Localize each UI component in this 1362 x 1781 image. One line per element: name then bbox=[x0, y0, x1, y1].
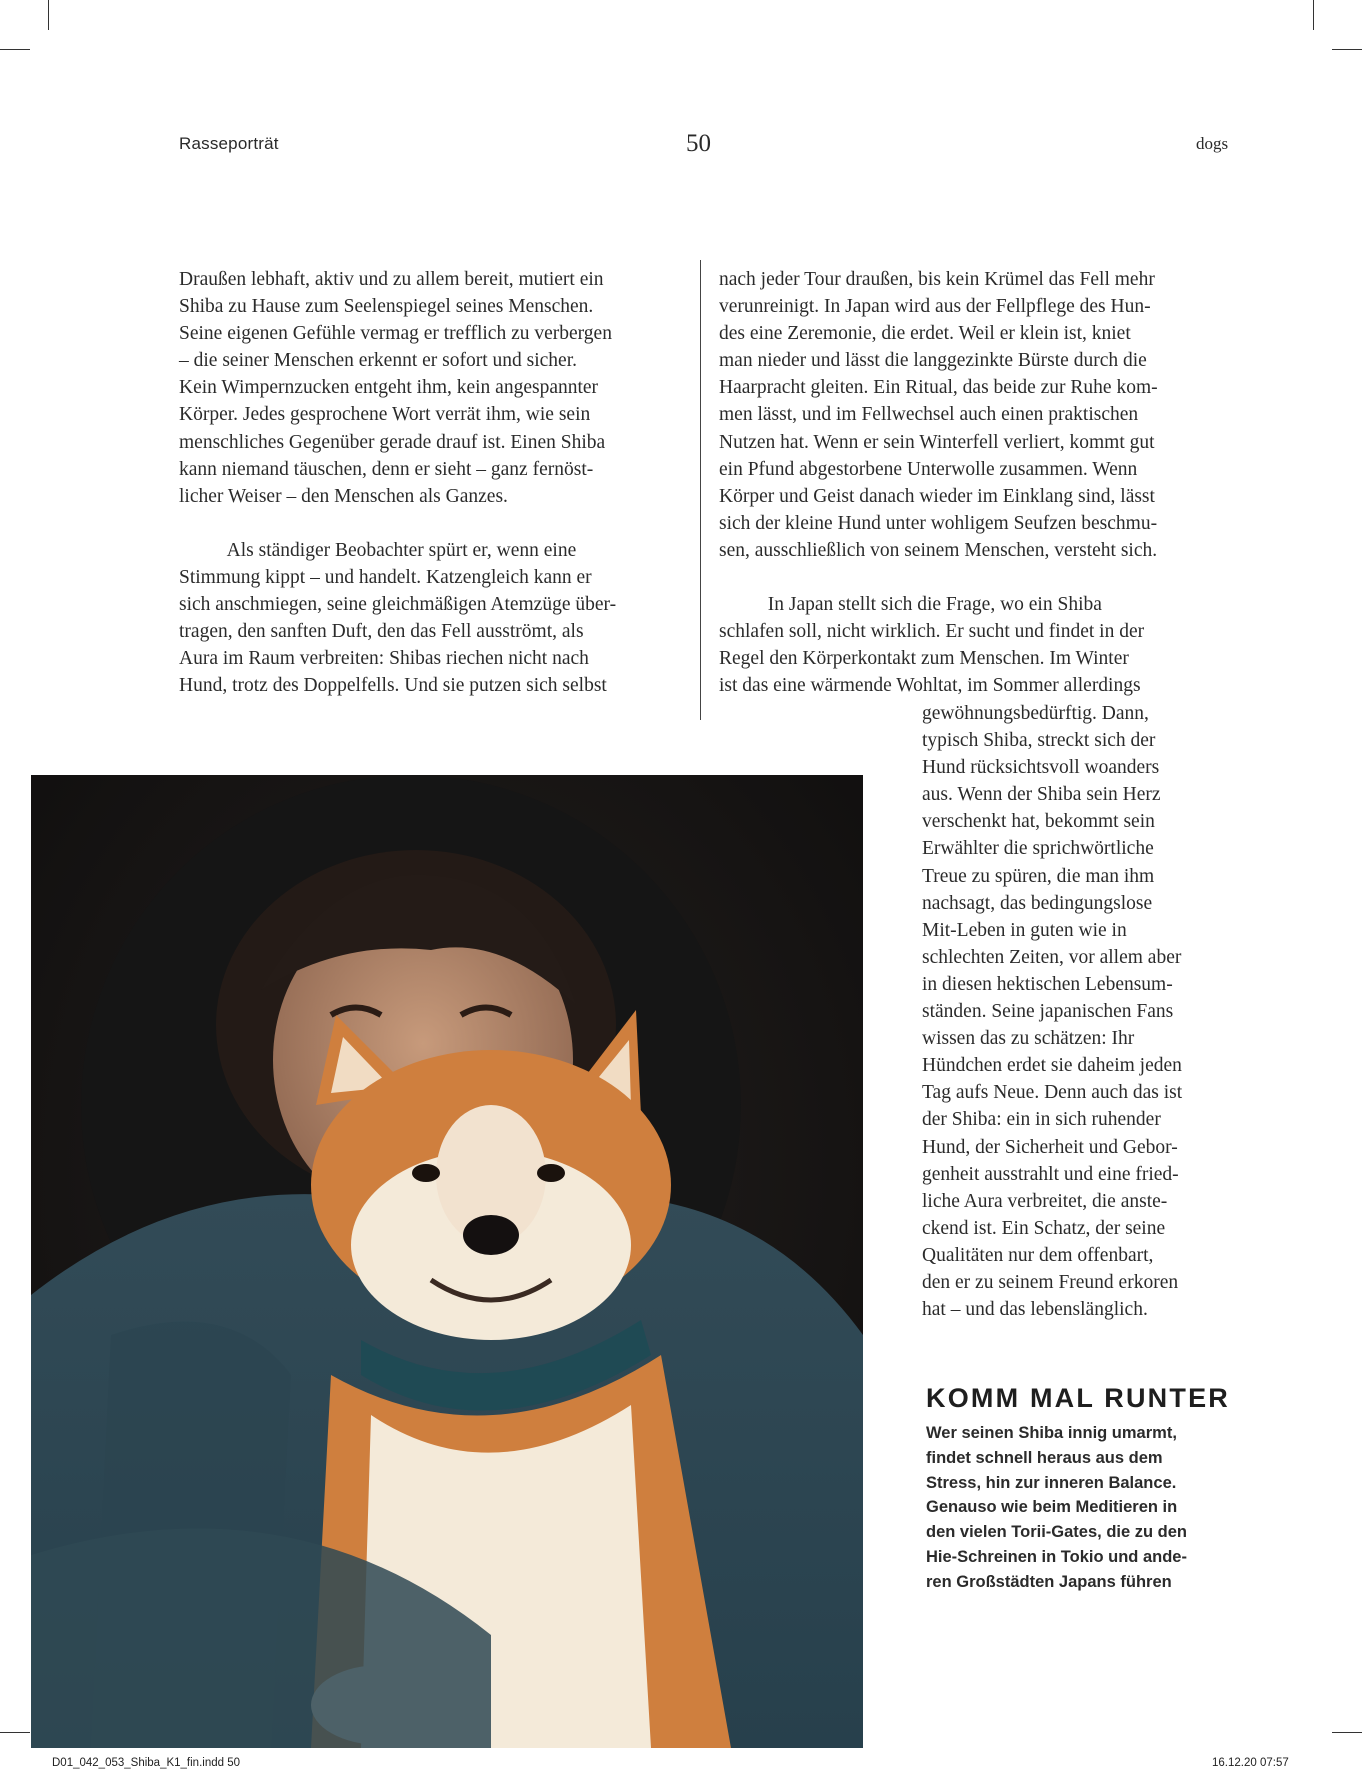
text-line: Stimmung kippt – und handelt. Katzengleich kann er bbox=[179, 567, 592, 589]
box-text-line: Wer seinen Shiba innig umarmt, bbox=[926, 1424, 1177, 1442]
text-line: des eine Zeremonie, die erdet. Weil er klein ist, kniet bbox=[719, 323, 1131, 345]
text-line: licher Weiser – den Menschen als Ganzes. bbox=[179, 485, 508, 507]
box-title: KOMM MAL RUNTER bbox=[926, 1383, 1230, 1413]
shiba-photo bbox=[31, 775, 863, 1748]
text-line: ständen. Seine japanischen Fans bbox=[922, 1001, 1174, 1023]
text-line: ist das eine wärmende Wohltat, im Sommer allerdings bbox=[719, 675, 1141, 697]
text-line: sich der kleine Hund unter wohligem Seufzen beschmu- bbox=[719, 512, 1158, 534]
text-line: Treue zu spüren, die man ihm bbox=[922, 865, 1155, 887]
text-line: Mit-Leben in guten wie in bbox=[922, 919, 1127, 941]
text-line: Draußen lebhaft, aktiv und zu allem bereit, mutiert ein bbox=[179, 269, 604, 290]
text-line: gewöhnungsbedürftig. Dann, bbox=[922, 703, 1149, 724]
text-line: ein Pfund abgestorbene Unterwolle zusammen. Wenn bbox=[719, 458, 1138, 480]
text-line: Hund, trotz des Doppelfells. Und sie putzen sich selbst bbox=[179, 675, 607, 697]
text-line: sen, ausschließlich von seinem Menschen, versteht sich. bbox=[719, 539, 1158, 561]
text-line: Körper. Jedes gesprochene Wort verrät ihm, wie sein bbox=[179, 404, 591, 426]
text-line: der Shiba: ein in sich ruhender bbox=[922, 1109, 1161, 1131]
crop-mark-top-left-h bbox=[0, 49, 30, 50]
text-line: Nutzen hat. Wenn er sein Winterfell verliert, kommt gut bbox=[719, 431, 1155, 453]
text-line: man nieder und lässt die langgezinkte Bürste durch die bbox=[719, 350, 1147, 372]
text-line: Shiba zu Hause zum Seelenspiegel seines Menschen. bbox=[179, 296, 594, 318]
text-line: Erwählter die sprichwörtliche bbox=[922, 838, 1154, 860]
text-line: genheit ausstrahlt und eine fried- bbox=[922, 1163, 1179, 1185]
text-line: den er zu seinem Freund erkoren bbox=[922, 1271, 1179, 1293]
text-line: Tag aufs Neue. Denn auch das ist bbox=[922, 1082, 1183, 1104]
text-line: wissen das zu schätzen: Ihr bbox=[922, 1028, 1135, 1050]
box-text-line: Genauso wie beim Meditieren in bbox=[926, 1498, 1178, 1517]
text-line: Qualitäten nur dem offenbart, bbox=[922, 1244, 1154, 1266]
text-line: tragen, den sanften Duft, den das Fell ausströmt, als bbox=[179, 621, 584, 643]
text-line: sich anschmiegen, seine gleichmäßigen Atemzüge über- bbox=[179, 594, 617, 616]
crop-mark-bottom-right-h bbox=[1332, 1732, 1362, 1733]
footer-file-slug: D01_042_053_Shiba_K1_fin.indd 50 bbox=[52, 1757, 240, 1769]
crop-mark-bottom-left-h bbox=[0, 1732, 30, 1733]
text-line: Haarpracht gleiten. Ein Ritual, das beide zur Ruhe kom- bbox=[719, 377, 1158, 399]
text-line: nachsagt, das bedingungslose bbox=[922, 892, 1153, 914]
article-column-2 bbox=[719, 266, 1158, 700]
text-line: menschliches Gegenüber gerade drauf ist. Einen Shiba bbox=[179, 431, 606, 453]
text-line: nach jeder Tour draußen, bis kein Krümel das Fell mehr bbox=[719, 269, 1155, 290]
crop-mark-top-left-v bbox=[48, 0, 49, 30]
box-text bbox=[926, 1421, 1187, 1595]
text-line: aus. Wenn der Shiba sein Herz bbox=[922, 784, 1161, 806]
text-line: in diesen hektischen Lebensum- bbox=[922, 973, 1173, 995]
text-line: Regel den Körperkontakt zum Menschen. Im Winter bbox=[719, 648, 1129, 670]
text-line: Hund, der Sicherheit und Gebor- bbox=[922, 1136, 1178, 1158]
text-line: Aura im Raum verbreiten: Shibas riechen nicht nach bbox=[179, 648, 589, 670]
section-label: Rasseporträt bbox=[179, 134, 279, 153]
text-line: kann niemand täuschen, denn er sieht – ganz fernöst- bbox=[179, 458, 594, 480]
text-line: liche Aura verbreitet, die anste- bbox=[922, 1190, 1168, 1212]
text-line: schlafen soll, nicht wirklich. Er sucht und findet in der bbox=[719, 621, 1145, 643]
box-text-line: Stress, hin zur inneren Balance. bbox=[926, 1473, 1177, 1492]
text-line: men lässt, und im Fellwechsel auch einen praktischen bbox=[719, 404, 1139, 426]
shiba-photo-illustration bbox=[31, 775, 863, 1748]
text-line: typisch Shiba, streckt sich der bbox=[922, 730, 1156, 752]
text-line: schlechten Zeiten, vor allem aber bbox=[922, 946, 1182, 968]
box-text-line: Hie-Schreinen in Tokio und ande- bbox=[926, 1547, 1187, 1566]
article-column-3 bbox=[922, 700, 1182, 1323]
magazine-name: dogs bbox=[1196, 134, 1229, 153]
box-text-line: findet schnell heraus aus dem bbox=[926, 1448, 1163, 1467]
text-line: hat – und das lebenslänglich. bbox=[922, 1299, 1148, 1321]
text-line: Hündchen erdet sie daheim jeden bbox=[922, 1055, 1182, 1077]
text-line: verunreinigt. In Japan wird aus der Fellpflege des Hun- bbox=[719, 296, 1151, 318]
crop-mark-top-right-h bbox=[1332, 49, 1362, 50]
column-divider bbox=[700, 260, 701, 720]
text-line bbox=[719, 564, 1158, 591]
text-line: ckend ist. Ein Schatz, der seine bbox=[922, 1217, 1166, 1239]
text-line bbox=[179, 510, 616, 537]
footer-date: 16.12.20 07:57 bbox=[1212, 1757, 1289, 1769]
text-line: – die seiner Menschen erkennt er sofort und sicher. bbox=[179, 350, 577, 372]
box-text-line: den vielen Torii-Gates, die zu den bbox=[926, 1523, 1187, 1542]
text-line: Hund rücksichtsvoll woanders bbox=[922, 757, 1160, 779]
box-text-line: ren Großstädten Japans führen bbox=[926, 1572, 1172, 1591]
crop-mark-top-right-v bbox=[1313, 0, 1314, 30]
text-line: In Japan stellt sich die Frage, wo ein Shiba bbox=[719, 594, 1102, 616]
text-line: Kein Wimpernzucken entgeht ihm, kein angespannter bbox=[179, 377, 599, 399]
text-line: Als ständiger Beobachter spürt er, wenn eine bbox=[179, 539, 577, 561]
page-number: 50 bbox=[686, 130, 711, 157]
article-column-1 bbox=[179, 266, 616, 700]
text-line: Körper und Geist danach wieder im Einklang sind, lässt bbox=[719, 485, 1155, 507]
text-line: verschenkt hat, bekommt sein bbox=[922, 811, 1155, 833]
text-line: Seine eigenen Gefühle vermag er trefflich zu verbergen bbox=[179, 323, 612, 345]
